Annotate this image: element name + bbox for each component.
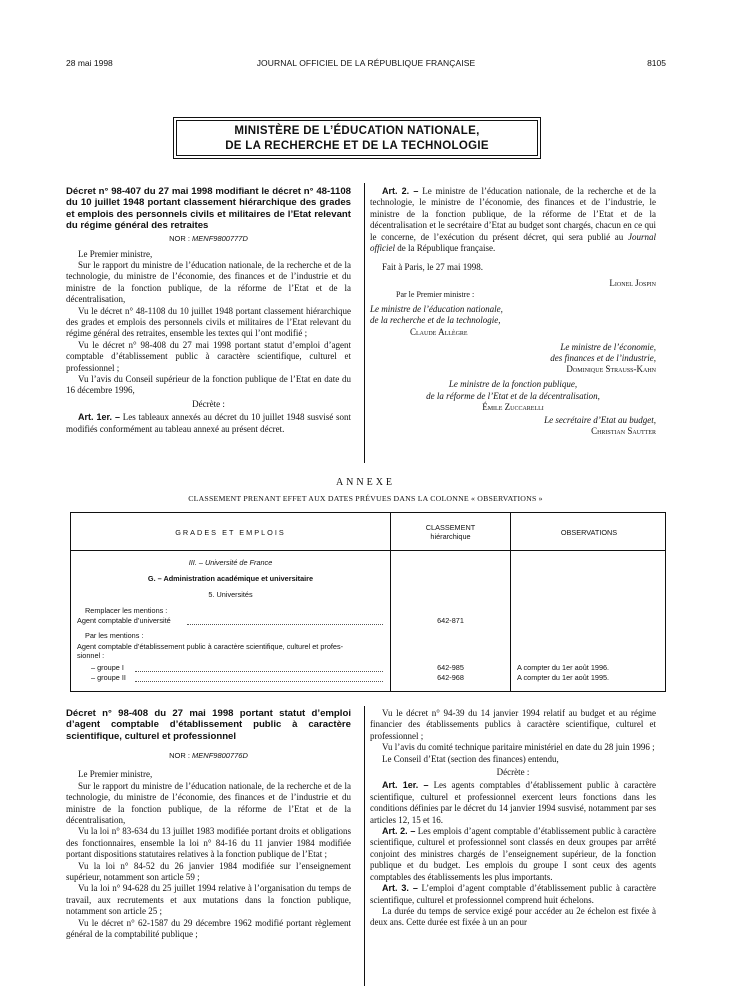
minister-education-title-2: de la recherche et de la technologie, (370, 315, 501, 326)
header-page-number: 8105 (647, 58, 666, 68)
decree-2-title: Décret n° 98-408 du 27 mai 1998 portant statut d’emploi d’agent comptable d’établissement public à caractère scientifique, culturel et professionnel (66, 708, 351, 742)
decree-2-decrete: Décrète : (496, 767, 530, 778)
decree-1-article-1 (66, 412, 351, 435)
par-le-premier-ministre: Par le Premier ministre : (396, 290, 475, 300)
ministry-line-1: MINISTÈRE DE L’ÉDUCATION NATIONALE, (234, 125, 480, 137)
minister-fp-name: Émile Zuccarelli (482, 401, 544, 412)
decree-2-right-paragraph-2: Vu l’avis du comité technique paritaire ministériel en date du 28 juin 1996 ; (382, 742, 655, 753)
article-text: Les tableaux annexés au décret du 10 juillet 1948 susvisé sont modifiés conformément au tableau annexé au présent décret. (66, 412, 351, 434)
decree-2-article-1 (370, 780, 656, 826)
article-label: Art. 1er. – (78, 412, 120, 423)
column-divider-upper (364, 183, 365, 463)
table-value-groupe-2: 642-968 (437, 673, 464, 682)
article-text: Le ministre de l’éducation nationale, de la recherche et de la technologie, le ministre de l’économie, des finances et de l’industrie, le ministre de la fonction publique, de la réforme de l’Etat et de la décentralisation et le secrétaire d’Etat au budget sont chargés, chacun en ce qui le concerne, de l’exécution du présent décret, qui sera publié au (370, 186, 657, 242)
article-label: Art. 3. – (382, 883, 418, 894)
header-journal-title: JOURNAL OFFICIEL DE LA RÉPUBLIQUE FRANÇAISE (256, 58, 476, 68)
table-value-groupe-1: 642-985 (437, 663, 464, 672)
page-header (66, 58, 666, 72)
column-divider-lower (364, 706, 365, 986)
decree-2-right-paragraph-1: Vu le décret n° 94-39 du 14 janvier 1994 relatif au budget et au régime financier des établissements publics à caractère scientifique, culturel et professionnel ; (370, 708, 656, 741)
minister-fp-title-1: Le ministre de la fonction publique, (448, 379, 578, 390)
minister-economy-name: Dominique Strauss-Kahn (566, 364, 656, 375)
article-label: Art. 2. – (382, 826, 416, 837)
minister-economy-title-1: Le ministre de l’économie, (560, 341, 656, 352)
decree-2-left-column (66, 708, 351, 940)
table-row-groupe-1: – groupe I (91, 663, 124, 672)
annex-subtitle: CLASSEMENT PRENANT EFFET AUX DATES PRÉVUES DANS LA COLONNE « OBSERVATIONS » (188, 494, 543, 503)
minister-economy-title-2: des finances et de l’industrie, (550, 353, 656, 364)
decree-1-nor (66, 233, 351, 244)
decree-2-right-paragraph-3: Le Conseil d’Etat (section des finances) entendu, (382, 753, 559, 764)
secretary-budget-name: Christian Sautter (591, 426, 656, 437)
decree-2-right-paragraph-4: La durée du temps de service exigé pour accéder au 2e échelon est fixée à deux ans. Cette durée est fixée à un an pour (370, 905, 656, 928)
decree-1-title: Décret n° 98-407 du 27 mai 1998 modifiant le décret n° 48-1108 du 10 juillet 1948 portant classement hiérarchique des grades et emplois des personnels civils et militaires de l’Etat relevant du régime général des retraites (66, 186, 351, 231)
minister-fp-title-2: de la réforme de l’Etat et de la décentralisation, (426, 390, 600, 401)
nor-label: NOR : (169, 750, 190, 760)
table-remplacer: Remplacer les mentions : (85, 606, 168, 615)
decree-2-paragraph-3: Vu la loi n° 84-52 du 26 janvier 1984 modifiée sur l’enseignement supérieur, notamment son article 59 ; (66, 860, 351, 882)
annex-title: ANNEXE (335, 477, 396, 488)
decree-1-paragraph-3: Vu le décret n° 98-408 du 27 mai 1998 portant statut d’emploi d’agent comptable d’établissement public à caractère scientifique, culturel et professionnel ; (66, 339, 351, 373)
decree-2-paragraph-5: Vu le décret n° 62-1587 du 29 décembre 1962 modifié portant règlement général de la comptabilité publique ; (66, 917, 351, 939)
decree-1-paragraph-1: Sur le rapport du ministre de l’éducation nationale, de la recherche et de la technologie, du ministre de l’économie, des finances et de l’industrie et du ministre de la fonction publique, de la réforme de l’Etat et de la décentralisation, (66, 260, 351, 305)
article-text-end: de la République française. (397, 243, 496, 254)
article-text: L’emploi d’agent comptable d’établissement public à caractère scientifique, culturel et professionnel comprend huit échelons. (370, 883, 656, 905)
minister-education-title-1: Le ministre de l’éducation nationale, (370, 304, 503, 315)
table-row-agent-universite: Agent comptable d’université (77, 616, 171, 625)
table-section-universites: 5. Universités (208, 590, 253, 599)
decree-1-article-2 (370, 186, 656, 254)
table-obs-groupe-1: A compter du 1er août 1996. (517, 663, 610, 672)
premier-ministre: Le Premier ministre, (78, 769, 153, 780)
ministry-line-2: DE LA RECHERCHE ET DE LA TECHNOLOGIE (225, 140, 489, 152)
decree-2-article-3 (370, 883, 656, 906)
nor-label: NOR : (169, 234, 190, 244)
decree-1-left-column (66, 186, 351, 435)
table-section-administration: G. – Administration académique et universitaire (147, 574, 314, 583)
minister-education-name: Claude Allègre (410, 326, 468, 337)
article-text: Les agents comptables d’établissement public à caractère scientifique, culturel et professionnel exercent leurs fonctions dans les conditions définies par le décret du 14 janvier 1994 susvisé, notamment par ses articles 12, 15 et 16. (370, 780, 657, 825)
article-label: Art. 2. – (382, 186, 419, 196)
table-section-university-of-france: III. – Université de France (188, 558, 273, 567)
table-row-agent-etablissement-1: Agent comptable d’établissement public à caractère scientifique, culturel et profes- (77, 642, 344, 651)
table-header-observations: OBSERVATIONS (560, 528, 618, 537)
decree-1-decrete: Décrète : (192, 398, 225, 409)
premier-ministre: Le Premier ministre, (78, 248, 153, 259)
decree-2-article-2 (370, 826, 656, 883)
table-header-classement: CLASSEMENT (425, 523, 476, 532)
decree-2-right-column (370, 708, 656, 929)
decree-1-paragraph-2: Vu le décret n° 48-1108 du 10 juillet 1948 portant classement hiérarchique des grades et emplois des personnels civils et militaires de l’Etat relevant du régime général des retraites, ensemble les textes qui l’ont modifié ; (66, 305, 351, 339)
table-value-agent-universite: 642-871 (437, 616, 464, 625)
nor-code: MENF9800777D (192, 234, 248, 244)
journal-officiel-ref: Journal officiel (370, 231, 657, 254)
header-date: 28 mai 1998 (66, 58, 113, 68)
signer-premier-ministre: Lionel Jospin (609, 277, 656, 288)
nor-code: MENF9800776D (192, 750, 248, 760)
decree-2-paragraph-1: Sur le rapport du ministre de l’éducation nationale, de la recherche et de la technologie, du ministre de l’économie, des finances et de l’industrie et du ministre de la fonction publique, de la réforme de l’Etat et de la décentralisation, (66, 780, 351, 825)
table-header-hierarchique: hiérarchique (430, 532, 471, 541)
table-header-grades: GRADES ET EMPLOIS (175, 528, 286, 537)
article-text: Les emplois d’agent comptable d’établissement public à caractère scientifique, culturel et professionnel sont classés en deux groupes par arrêté conjoint des ministres chargés de l’enseignement supérieur, de la fonction publique et du budget. Les emplois du groupe I sont ceux des agents comptables des établissements les plus importants. (370, 826, 657, 882)
decree-2-paragraph-2: Vu la loi n° 83-634 du 13 juillet 1983 modifiée portant droits et obligations des fonctionnaires, ensemble la loi n° 84-16 du 11 janvier 1984 modifiée portant dispositions statutaires relatives à la fonction publique de l’Etat ; (66, 826, 351, 860)
decree-2-paragraph-4: Vu la loi n° 94-628 du 25 juillet 1994 relative à l’organisation du temps de travail, aux recrutements et aux mutations dans la fonction publique, notamment son article 25 ; (66, 883, 351, 917)
fait-a-paris: Fait à Paris, le 27 mai 1998. (382, 262, 483, 273)
table-row-groupe-2: – groupe II (91, 673, 126, 682)
decree-1-paragraph-4: Vu l’avis du Conseil supérieur de la fonction publique de l’Etat en date du 16 décembre 1996, (66, 374, 351, 396)
article-label: Art. 1er. – (382, 780, 429, 791)
decree-1-right-column (370, 186, 656, 437)
ministry-box (173, 117, 541, 159)
decree-2-nor (66, 750, 351, 761)
secretary-budget-title: Le secrétaire d’Etat au budget, (544, 415, 656, 426)
table-obs-groupe-2: A compter du 1er août 1995. (517, 673, 610, 682)
table-par-mentions: Par les mentions : (85, 631, 144, 640)
annex-table (70, 512, 666, 692)
table-row-agent-etablissement-2: sionnel : (77, 651, 105, 660)
